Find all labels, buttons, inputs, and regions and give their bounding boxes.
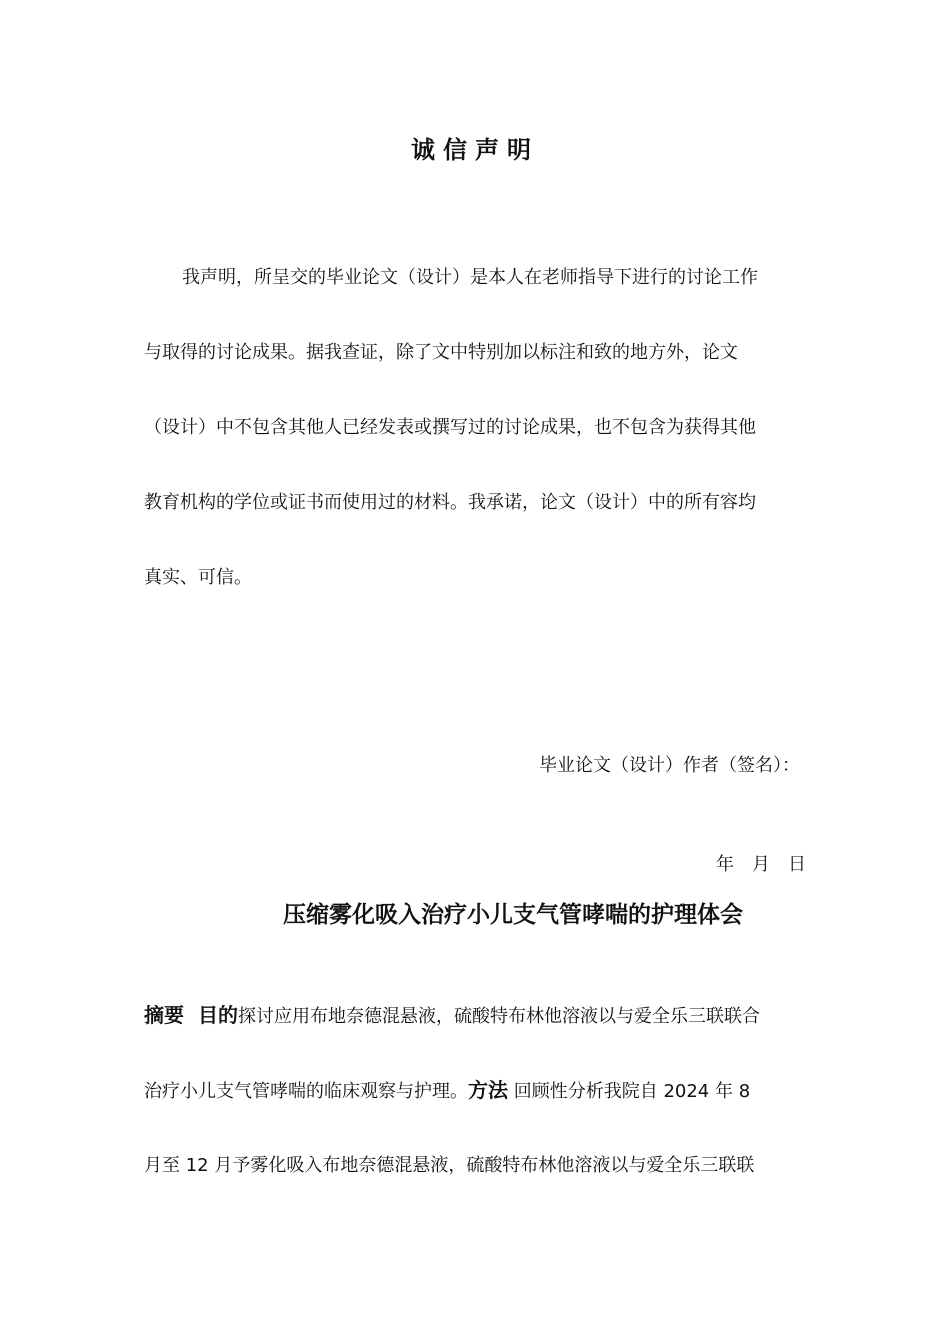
date-year: 年 bbox=[716, 854, 734, 875]
date-line bbox=[716, 852, 806, 878]
method-label: 方法 bbox=[468, 1078, 508, 1102]
signature-label: 毕业论文（设计）作者（签名）： bbox=[539, 755, 800, 776]
declaration-line: 真实、可信。 bbox=[144, 567, 252, 588]
declaration-line: 与取得的讨论成果。据我查证，除了文中特别加以标注和致的地方外，论文 bbox=[144, 342, 738, 363]
abstract-text: 治疗小儿支气管哮喘的临床观察与护理。 bbox=[144, 1081, 468, 1102]
objective-label: 目的 bbox=[198, 1003, 238, 1027]
abstract-line bbox=[144, 1000, 760, 1032]
abstract-line: 月至 12 月予雾化吸入布地奈德混悬液，硫酸特布林他溶液以与爱全乐三联联 bbox=[144, 1155, 755, 1176]
declaration-line: （设计）中不包含其他人已经发表或撰写过的讨论成果，也不包含为获得其他 bbox=[144, 417, 756, 438]
declaration-line: 教育机构的学位或证书而使用过的材料。我承诺，论文（设计）中的所有容均 bbox=[144, 492, 756, 513]
abstract-label: 摘要 bbox=[144, 1003, 184, 1027]
objective-text: 探讨应用布地奈德混悬液，硫酸特布林他溶液以与爱全乐三联联合 bbox=[238, 1006, 760, 1027]
date-month: 月 bbox=[752, 854, 770, 875]
declaration-line: 我声明，所呈交的毕业论文（设计）是本人在老师指导下进行的讨论工作 bbox=[182, 267, 758, 288]
paper-title: 压缩雾化吸入治疗小儿支气管哮喘的护理体会 bbox=[283, 902, 743, 928]
method-text: 回顾性分析我院自 2024 年 8 bbox=[508, 1081, 751, 1102]
date-day: 日 bbox=[788, 854, 806, 875]
declaration-title: 诚信声明 bbox=[411, 136, 539, 164]
abstract-line bbox=[144, 1075, 750, 1107]
